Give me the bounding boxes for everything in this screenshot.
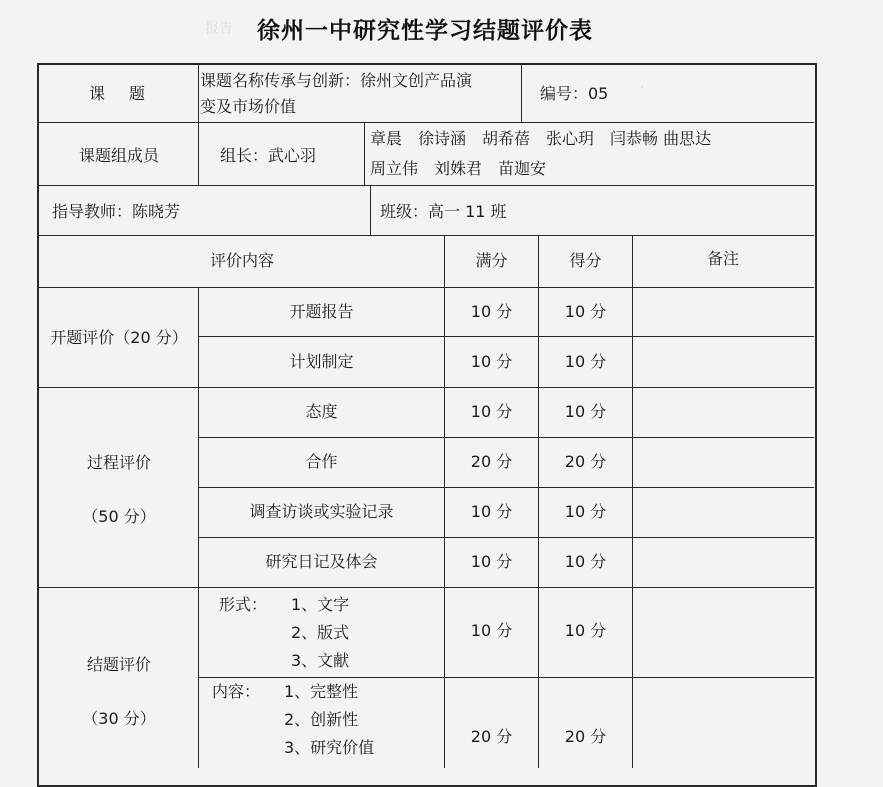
form-criteria-item: 2、版式 [291,623,350,642]
row-score: 10 分 [564,352,607,371]
topic-value-line1: 课题名称传承与创新：徐州文创产品演 [200,71,473,90]
project-number: 编号：05 [540,84,609,103]
bleed-through-text: · [640,80,645,96]
content-criteria-title: 内容： [212,682,261,701]
col-divider [521,64,522,122]
form-criteria-item: 3、文献 [291,651,350,670]
content-criteria-item: 1、完整性 [284,682,359,701]
row-divider [198,537,814,538]
row-divider [38,587,814,588]
row-item: 合作 [305,452,338,471]
opening-section-label: 开题评价（20 分） [50,328,188,347]
column-header-content: 评价内容 [209,251,274,270]
column-header-score: 得分 [569,251,602,270]
row-score: 10 分 [564,621,607,640]
row-full-score: 10 分 [470,302,513,321]
row-full-score: 10 分 [470,552,513,571]
form-criteria-title: 形式： [219,595,268,614]
row-full-score: 20 分 [470,452,513,471]
row-item: 态度 [305,402,338,421]
topic-value-line2: 变及市场价值 [200,97,297,116]
row-item: 计划制定 [289,352,354,371]
process-section-label: 过程评价 [86,453,151,472]
row-divider [38,287,814,288]
row-divider [38,235,814,236]
row-score: 10 分 [564,402,607,421]
row-item: 开题报告 [289,302,354,321]
row-score: 10 分 [564,552,607,571]
row-divider [38,387,814,388]
members-label: 课题组成员 [78,146,159,165]
final-section-label: 结题评价 [86,655,151,674]
advisor: 指导教师：陈晓芳 [52,202,181,221]
row-score: 10 分 [564,502,607,521]
row-score: 10 分 [564,302,607,321]
row-item: 研究日记及体会 [265,552,378,571]
row-full-score: 10 分 [470,402,513,421]
row-item: 调查访谈或实验记录 [249,502,394,521]
content-criteria-item: 2、创新性 [284,710,359,729]
members-line2: 周立伟 刘姝君 苗迦安 [370,159,547,178]
page-title: 徐州一中研究性学习结题评价表 [257,18,593,44]
team-leader: 组长：武心羽 [220,146,317,165]
row-full-score: 10 分 [470,352,513,371]
row-full-score: 10 分 [470,621,513,640]
form-criteria-item: 1、文字 [291,595,350,614]
column-header-full: 满分 [475,251,508,270]
topic-label: 课 题 [88,84,149,103]
column-header-note: 备注 [706,249,739,268]
row-score: 20 分 [564,452,607,471]
row-full-score: 10 分 [470,502,513,521]
process-section-points: （50 分） [82,507,156,526]
row-divider [198,437,814,438]
row-divider [198,677,814,678]
col-divider [370,186,371,236]
row-divider [38,185,814,186]
row-full-score: 20 分 [470,727,513,746]
col-divider [632,236,633,768]
final-section-points: （30 分） [82,709,156,728]
content-criteria-item: 3、研究价值 [284,738,375,757]
row-divider [198,336,814,337]
class-name: 班级：高一 11 班 [380,202,507,221]
col-divider [364,122,365,186]
row-score: 20 分 [564,727,607,746]
row-divider [38,122,814,123]
bleed-through-text: 报告 [205,21,233,37]
members-line1: 章晨 徐诗涵 胡希蓓 张心玥 闫恭畅 曲思达 [370,129,712,148]
row-divider [198,487,814,488]
